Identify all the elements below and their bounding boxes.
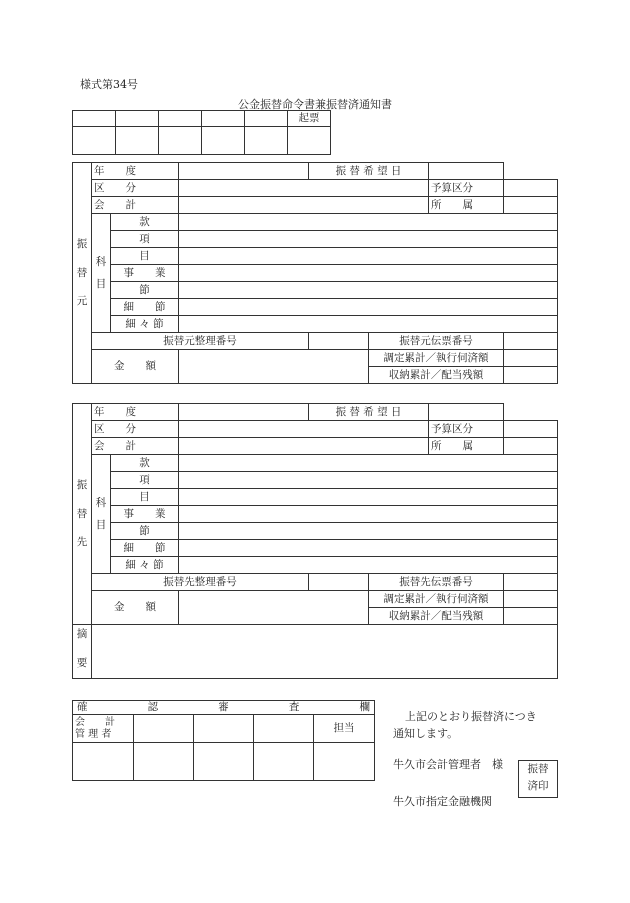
shozoku-label: 所 属 xyxy=(429,197,504,214)
moku-label: 目 xyxy=(111,489,179,506)
moku-value[interactable] xyxy=(179,489,558,506)
saisetsu-label: 細 節 xyxy=(111,540,179,557)
source-seiri-value[interactable] xyxy=(309,333,369,350)
kingaku-label: 金 額 xyxy=(92,350,179,384)
setsu-value[interactable] xyxy=(179,282,558,299)
jigyo-label: 事 業 xyxy=(111,506,179,523)
yosan-kubun-label: 予算区分 xyxy=(429,180,504,197)
confirm-cell-3[interactable] xyxy=(194,715,254,743)
saisaisetsu-label: 細 々 節 xyxy=(111,557,179,574)
saisaisetsu-value[interactable] xyxy=(179,557,558,574)
shuno-label: 収納累計／配当残額 xyxy=(369,367,504,384)
nendo-value[interactable] xyxy=(179,404,309,421)
yosan-kubun-value[interactable] xyxy=(504,421,558,438)
shozoku-value[interactable] xyxy=(504,438,558,455)
kingaku-value[interactable] xyxy=(179,591,369,625)
kaikei-kanrisha-label: 会 計 管 理 者 xyxy=(73,715,134,743)
jigyo-label: 事 業 xyxy=(111,265,179,282)
saisetsu-value[interactable] xyxy=(179,299,558,316)
chotei-value[interactable] xyxy=(504,350,558,367)
kingaku-label: 金 額 xyxy=(92,591,179,625)
shozoku-value[interactable] xyxy=(504,197,558,214)
kou-value[interactable] xyxy=(179,231,558,248)
dest-seiri-label: 振替先整理番号 xyxy=(92,574,309,591)
transfer-stamp-box: 振替 済印 xyxy=(518,760,558,798)
moku-label: 目 xyxy=(111,248,179,265)
kibou-label: 振 替 希 望 日 xyxy=(309,163,429,180)
chotei-label: 調定累計／執行伺済額 xyxy=(369,350,504,367)
tekiyo-value[interactable] xyxy=(92,625,558,679)
kibou-value[interactable] xyxy=(429,404,504,421)
kou-value[interactable] xyxy=(179,472,558,489)
kubun-value[interactable] xyxy=(179,180,429,197)
kou-label: 項 xyxy=(111,472,179,489)
kaikei-value[interactable] xyxy=(179,438,429,455)
moku-value[interactable] xyxy=(179,248,558,265)
shuno-value[interactable] xyxy=(504,608,558,625)
chotei-value[interactable] xyxy=(504,591,558,608)
confirm-header: 確 認 審 査 欄 xyxy=(73,701,375,715)
kan-value[interactable] xyxy=(179,455,558,472)
shuno-label: 収納累計／配当残額 xyxy=(369,608,504,625)
confirm-sign-2[interactable] xyxy=(134,743,194,781)
dest-side-label: 振 替 先 xyxy=(73,404,92,625)
kihyo-label: 起票 xyxy=(288,111,331,127)
document-title: 公金振替命令書兼振替済通知書 xyxy=(238,98,392,111)
setsu-value[interactable] xyxy=(179,523,558,540)
confirm-sign-3[interactable] xyxy=(194,743,254,781)
form-number: 様式第34号 xyxy=(80,78,138,91)
dest-section xyxy=(72,403,558,679)
nendo-value[interactable] xyxy=(179,163,309,180)
saisetsu-value[interactable] xyxy=(179,540,558,557)
kingaku-value[interactable] xyxy=(179,350,369,384)
kamoku-label: 科 目 xyxy=(92,214,111,333)
notice-text: 上記のとおり振替済につき 通知します。 牛久市会計管理者 様 牛久市指定金融機関 xyxy=(393,710,537,808)
nendo-label: 年 度 xyxy=(92,163,179,180)
header-grid xyxy=(72,110,331,155)
yosan-kubun-label: 予算区分 xyxy=(429,421,504,438)
chotei-label: 調定累計／執行伺済額 xyxy=(369,591,504,608)
source-denpyo-label: 振替元伝票番号 xyxy=(369,333,504,350)
yosan-kubun-value[interactable] xyxy=(504,180,558,197)
dest-seiri-value[interactable] xyxy=(309,574,369,591)
kaikei-label: 会 計 xyxy=(92,438,179,455)
source-denpyo-value[interactable] xyxy=(504,333,558,350)
setsu-label: 節 xyxy=(111,523,179,540)
source-seiri-label: 振替元整理番号 xyxy=(92,333,309,350)
dest-denpyo-value[interactable] xyxy=(504,574,558,591)
source-side-label: 振 替 元 xyxy=(73,163,92,384)
kan-label: 款 xyxy=(111,214,179,231)
confirm-table xyxy=(72,700,375,781)
confirm-sign-5[interactable] xyxy=(314,743,375,781)
setsu-label: 節 xyxy=(111,282,179,299)
kan-label: 款 xyxy=(111,455,179,472)
shozoku-label: 所 属 xyxy=(429,438,504,455)
kaikei-value[interactable] xyxy=(179,197,429,214)
confirm-cell-4[interactable] xyxy=(254,715,314,743)
saisaisetsu-value[interactable] xyxy=(179,316,558,333)
dest-denpyo-label: 振替先伝票番号 xyxy=(369,574,504,591)
kibou-value[interactable] xyxy=(429,163,504,180)
kibou-label: 振 替 希 望 日 xyxy=(309,404,429,421)
kubun-value[interactable] xyxy=(179,421,429,438)
tanto-label: 担当 xyxy=(314,715,375,743)
jigyo-value[interactable] xyxy=(179,506,558,523)
kan-value[interactable] xyxy=(179,214,558,231)
saisaisetsu-label: 細 々 節 xyxy=(111,316,179,333)
kubun-label: 区 分 xyxy=(92,421,179,438)
shuno-value[interactable] xyxy=(504,367,558,384)
kihyo-cell[interactable] xyxy=(288,127,331,155)
kubun-label: 区 分 xyxy=(92,180,179,197)
nendo-label: 年 度 xyxy=(92,404,179,421)
kou-label: 項 xyxy=(111,231,179,248)
confirm-sign-1[interactable] xyxy=(73,743,134,781)
jigyo-value[interactable] xyxy=(179,265,558,282)
saisetsu-label: 細 節 xyxy=(111,299,179,316)
kaikei-label: 会 計 xyxy=(92,197,179,214)
confirm-sign-4[interactable] xyxy=(254,743,314,781)
source-section xyxy=(72,162,558,384)
tekiyo-label: 摘 要 xyxy=(73,625,92,679)
kamoku-label: 科 目 xyxy=(92,455,111,574)
confirm-cell-2[interactable] xyxy=(134,715,194,743)
